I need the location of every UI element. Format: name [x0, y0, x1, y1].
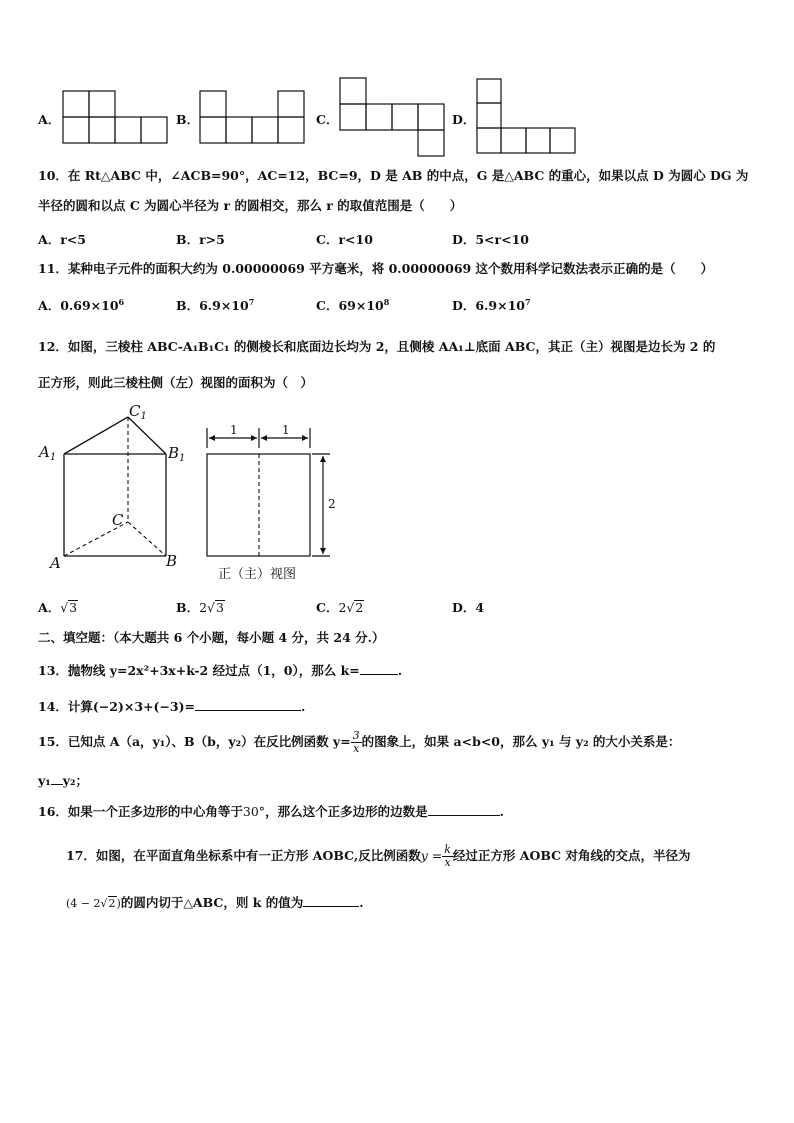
q11-option-c	[316, 296, 389, 314]
label-b1: $B_1$	[168, 444, 186, 464]
q11-option-d-base: 6.9×10	[475, 298, 525, 313]
q12-option-d-value: 4	[475, 600, 485, 615]
q10-line2: 半径的圆和以点 C 为圆心半径为 r 的圆相交，那么 r 的取值范围是（ ）	[38, 198, 463, 213]
label-b: B	[166, 552, 178, 570]
q11-option-a	[38, 296, 124, 314]
q15-line2	[38, 772, 88, 789]
front-view-caption: 正（主）视图	[218, 567, 297, 582]
q17-suffix: 经过正方形 AOBC 对角线的交点，半径为	[452, 848, 691, 863]
q12-line2: 正方形，则此三棱柱侧（左）视图的面积为（ ）	[38, 375, 314, 390]
dim-top-left: 1	[230, 423, 238, 437]
q11-option-b	[176, 296, 254, 314]
q9-option-b-net	[199, 90, 309, 146]
q11-option-a-exp: 6	[118, 296, 125, 307]
q17-radius-open: (4 − 2	[66, 897, 101, 910]
dim-side: 2	[328, 497, 336, 511]
q9-option-c-label: C．	[316, 112, 339, 127]
q13-suffix: .	[397, 663, 403, 678]
q9-option-a-label: A．	[38, 112, 61, 127]
q17-line1	[66, 836, 690, 876]
q17-y: y =	[420, 848, 443, 863]
dim-top-right: 1	[282, 423, 290, 437]
q11-text: 11．某种电子元件的面积大约为 0.00000069 平方毫米，将 0.00000069 这个数用科学记数法表示正确的是（ ）	[38, 261, 714, 276]
q15-y2: y₂；	[62, 773, 88, 788]
q16-answer-blank[interactable]	[428, 803, 500, 816]
q11-option-d	[452, 296, 531, 314]
q17-radius-close: )	[116, 897, 121, 910]
q9-option-d-net	[476, 78, 580, 158]
q17-prefix: 17．如图，在平面直角坐标系中有一正方形 AOBC,反比例函数	[66, 848, 421, 863]
q17-end: .	[359, 895, 364, 910]
q11-option-b-exp: 7	[248, 296, 255, 307]
q9-option-d-label: D．	[452, 112, 476, 127]
q11-option-c-label: C．	[316, 298, 339, 313]
q12-option-d-label: D．	[452, 600, 476, 615]
q9-option-c-net	[339, 77, 451, 159]
q17-radius-radicand: 2	[108, 897, 116, 910]
q10-option-b: B．r>5	[176, 232, 225, 247]
q12-option-a-radicand: 3	[69, 600, 78, 615]
q10-line1: 10．在 Rt△ABC 中，∠ACB=90°，AC=12，BC=9，D 是 AB 的中点，G 是△ABC 的重心，如果以点 D 为圆心 DG 为	[38, 168, 749, 183]
q12-option-c: C．2√2	[316, 600, 364, 615]
q12-option-a: A．√3	[38, 600, 78, 615]
label-a1: $A_1$	[39, 443, 57, 463]
q10-option-a: A．r<5	[38, 232, 86, 247]
section2-heading: 二、填空题：（本大题共 6 个小题，每小题 4 分，共 24 分.）	[38, 630, 385, 645]
q17-line2: (4 − 2√2)的圆内切于△ABC，则 k 的值为 .	[66, 895, 364, 910]
q9-option-a-net	[62, 90, 172, 146]
q15-fraction	[351, 730, 362, 755]
q14-suffix: .	[301, 699, 306, 714]
q9-option-b-label: B．	[176, 112, 200, 127]
q16-end: .	[499, 804, 504, 819]
q17-fraction-den: x	[444, 856, 451, 869]
q12-option-b: B．2√3	[176, 600, 224, 615]
q12-option-d	[452, 598, 484, 616]
q11-option-a-label: A．	[38, 298, 61, 313]
q11-option-d-label: D．	[452, 298, 476, 313]
q14-answer-blank[interactable]	[195, 698, 301, 711]
q16-suffix: ，那么这个正多边形的边数是	[265, 804, 428, 819]
label-c: C	[112, 511, 124, 529]
q14	[38, 698, 305, 715]
q12-line1: 12．如图，三棱柱 ABC-A₁B₁C₁ 的侧棱长和底面边长均为 2，且侧棱 AA₁⊥底面 ABC，其正（主）视图是边长为 2 的	[38, 339, 716, 354]
q17-text: 的圆内切于△ABC，则 k 的值为	[120, 895, 304, 910]
q14-prefix: 14．计算(−2)×3+(−3)=	[38, 699, 196, 714]
q15-fraction-den: x	[353, 742, 360, 755]
q12-option-a-label: A．	[38, 600, 61, 615]
q13	[38, 662, 402, 679]
q12-option-b-coef: 2	[199, 600, 208, 615]
q10-option-c: C．r<10	[316, 232, 373, 247]
label-c1: $C_1$	[129, 402, 147, 422]
q15	[38, 724, 680, 760]
q16	[38, 803, 504, 820]
q12-option-b-label: B．	[176, 600, 200, 615]
q11-option-c-exp: 8	[383, 296, 390, 307]
q12-option-c-radicand: 2	[355, 600, 364, 615]
q15-prefix: 15．已知点 A（a，y₁）、B（b，y₂）在反比例函数 y=	[38, 734, 351, 749]
q17-fraction-num: k	[444, 843, 451, 856]
q15-suffix: 的图象上，如果 a<b<0，那么 y₁ 与 y₂ 的大小关系是：	[361, 734, 681, 749]
q11-option-c-base: 69×10	[338, 298, 384, 313]
q12-front-view-figure	[200, 422, 340, 584]
q11-option-b-base: 6.9×10	[199, 298, 249, 313]
q10-option-d: D．5<r<10	[452, 232, 529, 247]
q15-answer-blank[interactable]	[51, 772, 63, 785]
q12-option-c-label: C．	[316, 600, 339, 615]
q13-answer-blank[interactable]	[360, 662, 398, 675]
q12-option-c-coef: 2	[338, 600, 347, 615]
q11-option-a-base: 0.69×10	[60, 298, 119, 313]
q12-option-b-radicand: 3	[216, 600, 224, 615]
q13-prefix: 13．抛物线 y=2x²+3x+k-2 经过点（1，0），那么 k=	[38, 663, 360, 678]
q16-prefix: 16．如果一个正多边形的中心角等于	[38, 804, 243, 819]
q17-fraction	[442, 844, 453, 869]
q16-angle: 30°	[242, 804, 266, 819]
q15-y1: y₁	[38, 773, 51, 788]
label-a: A	[50, 554, 61, 572]
q11-option-b-label: B．	[176, 298, 200, 313]
q11-option-d-exp: 7	[524, 296, 531, 307]
q12-prism-figure	[36, 402, 196, 574]
q17-answer-blank[interactable]	[303, 894, 359, 907]
q15-fraction-num: 3	[352, 729, 360, 742]
